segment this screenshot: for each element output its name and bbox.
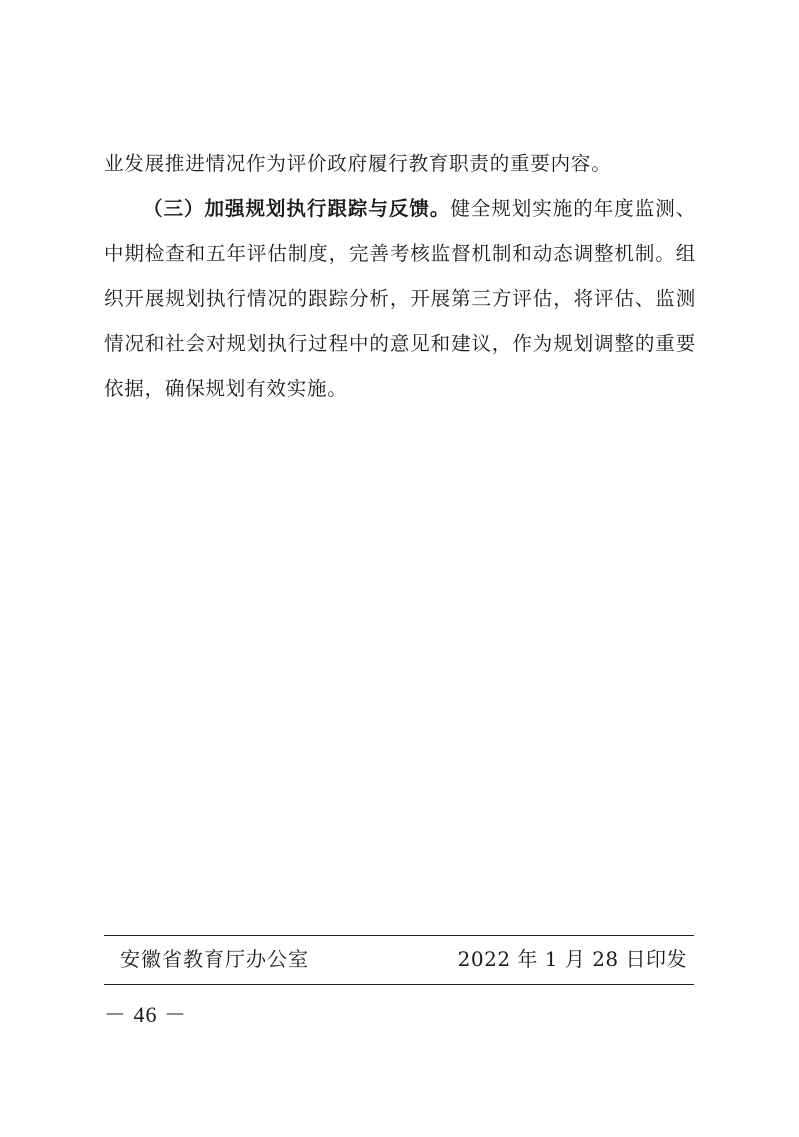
paragraph-continuation: 业发展推进情况作为评价政府履行教育职责的重要内容。 [104, 152, 612, 175]
paragraph-section-three [104, 186, 696, 411]
document-body [104, 141, 696, 411]
imprint-issuer: 安徽省教育厅办公室 [120, 947, 309, 971]
page-number: － 46 － [104, 1002, 188, 1027]
section-body: 健全规划实施的年度监测、中期检查和五年评估制度，完善考核监督机制和动态调整机制。组织开展规划执行情况的跟踪分析，开展第三方评估，将评估、监测情况和社会对规划执行过程中的意见和建议，作为规划调整的重要依据，确保规划有效实施。 [104, 197, 696, 400]
section-heading: （三）加强规划执行跟踪与反馈。 [143, 197, 451, 220]
imprint-bottom-rule [104, 984, 694, 985]
imprint-date: 2022 年 1 月 28 日印发 [457, 947, 687, 971]
imprint-top-rule [104, 935, 694, 936]
